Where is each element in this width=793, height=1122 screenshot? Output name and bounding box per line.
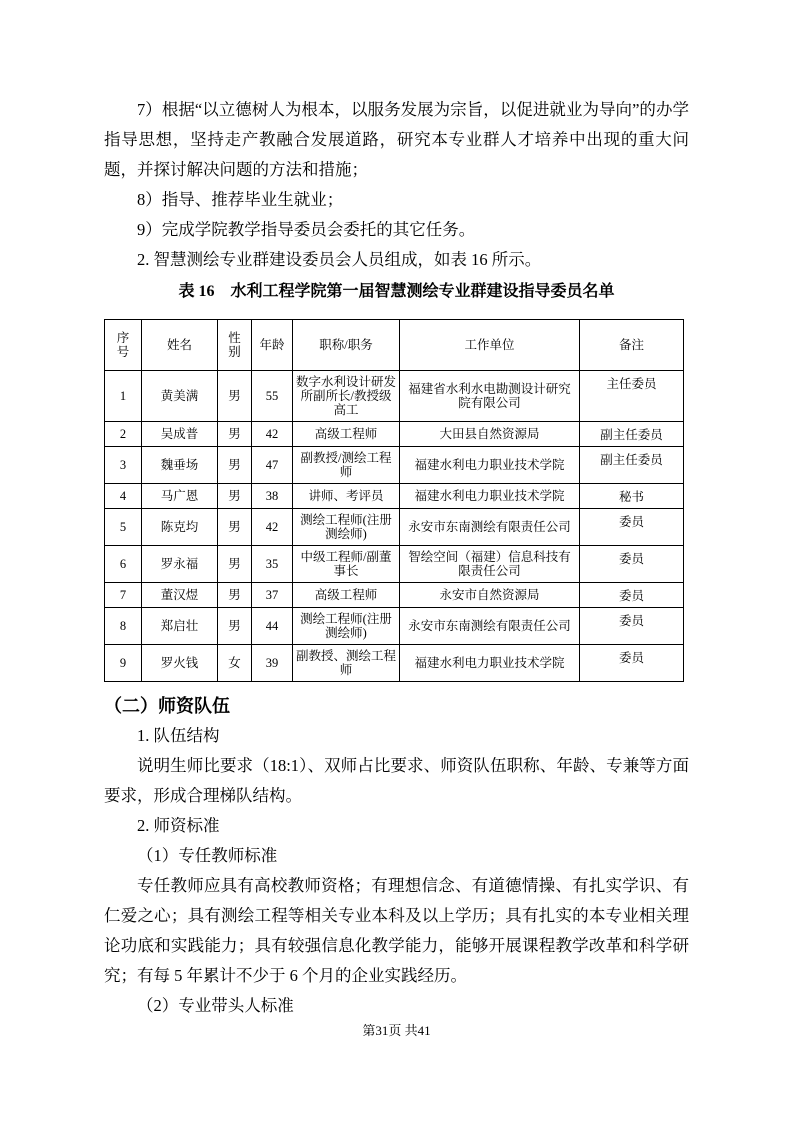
cell-remark: 委员	[580, 546, 684, 583]
cell-gender: 男	[218, 422, 252, 447]
table-row	[105, 546, 684, 583]
subsection-2-title: 2. 师资标准	[137, 816, 220, 835]
cell-number: 7	[105, 583, 142, 608]
column-header-gender: 性别	[218, 320, 252, 371]
cell-name: 董汉煜	[142, 583, 218, 608]
paragraph-item-7: 7）根据“以立德树人为根本，以服务发展为宗旨，以促进就业为导向”的办学指导思想，坚持走产教融合发展道路，研究本专业群人才培养中出现的重大问题，并探讨解决问题的方法和措施；	[104, 100, 689, 179]
column-header-remark: 备注	[580, 320, 684, 371]
table-row	[105, 484, 684, 509]
cell-name: 魏垂场	[142, 447, 218, 484]
cell-gender: 男	[218, 509, 252, 546]
cell-age: 38	[252, 484, 293, 509]
cell-employer: 福建水利电力职业技术学院	[400, 447, 580, 484]
cell-age: 37	[252, 583, 293, 608]
cell-age: 44	[252, 608, 293, 645]
cell-name: 马广恩	[142, 484, 218, 509]
cell-name: 黄美满	[142, 371, 218, 422]
cell-age: 55	[252, 371, 293, 422]
table-row	[105, 608, 684, 645]
page-number: 第31页 共41	[362, 1023, 431, 1038]
table-row	[105, 447, 684, 484]
cell-gender: 男	[218, 608, 252, 645]
cell-title: 数字水利设计研发所副所长/教授级高工	[293, 371, 400, 422]
cell-title: 中级工程师/副董事长	[293, 546, 400, 583]
cell-name: 罗火钱	[142, 645, 218, 682]
section-heading-faculty: （二）师资队伍	[104, 696, 230, 716]
table-row	[105, 371, 684, 422]
column-header-number: 序号	[105, 320, 142, 371]
column-header-employer: 工作单位	[400, 320, 580, 371]
paragraph-item-9: 9）完成学院教学指导委员会委托的其它任务。	[137, 220, 476, 239]
cell-number: 4	[105, 484, 142, 509]
subsection-2-item-2-title: （2）专业带头人标准	[137, 996, 294, 1015]
column-header-age: 年龄	[252, 320, 293, 371]
cell-remark: 主任委员	[580, 371, 684, 422]
cell-employer: 智绘空间（福建）信息科技有限责任公司	[400, 546, 580, 583]
table-16-title: 表 16 水利工程学院第一届智慧测绘专业群建设指导委员名单	[178, 283, 615, 300]
cell-gender: 男	[218, 371, 252, 422]
paragraph-item-8: 8）指导、推荐毕业生就业；	[137, 190, 344, 209]
cell-name: 吴成普	[142, 422, 218, 447]
cell-number: 9	[105, 645, 142, 682]
cell-number: 1	[105, 371, 142, 422]
subsection-2-item-1-text: 专任教师应具有高校教师资格；有理想信念、有道德情操、有扎实学识、有仁爱之心；具有测绘工程等相关专业本科及以上学历；具有扎实的本专业相关理论功底和实践能力；具有较强信息化教学能力，能够开展课程教学改革和科学研究；有每 5 年累计不少于 6 个月的企业实践经历。	[104, 876, 689, 985]
cell-gender: 男	[218, 447, 252, 484]
cell-age: 42	[252, 509, 293, 546]
paragraph-item-2: 2. 智慧测绘专业群建设委员会人员组成，如表 16 所示。	[137, 250, 542, 269]
column-header-name: 姓名	[142, 320, 218, 371]
cell-remark: 委员	[580, 583, 684, 608]
cell-age: 42	[252, 422, 293, 447]
cell-number: 6	[105, 546, 142, 583]
table-row	[105, 422, 684, 447]
cell-name: 罗永福	[142, 546, 218, 583]
cell-number: 5	[105, 509, 142, 546]
cell-employer: 福建省水利水电勘测设计研究院有限公司	[400, 371, 580, 422]
cell-remark: 秘书	[580, 484, 684, 509]
subsection-1-title: 1. 队伍结构	[137, 726, 220, 745]
cell-employer: 大田县自然资源局	[400, 422, 580, 447]
column-header-title: 职称/职务	[293, 320, 400, 371]
cell-age: 47	[252, 447, 293, 484]
cell-remark: 委员	[580, 509, 684, 546]
cell-title: 测绘工程师(注册测绘师)	[293, 608, 400, 645]
cell-remark: 委员	[580, 608, 684, 645]
cell-gender: 男	[218, 484, 252, 509]
cell-title: 高级工程师	[293, 583, 400, 608]
cell-title: 测绘工程师(注册测绘师)	[293, 509, 400, 546]
cell-number: 3	[105, 447, 142, 484]
subsection-2-item-1-title: （1）专任教师标准	[137, 846, 278, 865]
cell-number: 2	[105, 422, 142, 447]
table-row	[105, 645, 684, 682]
cell-age: 35	[252, 546, 293, 583]
cell-title: 副教授/测绘工程师	[293, 447, 400, 484]
cell-age: 39	[252, 645, 293, 682]
cell-employer: 永安市东南测绘有限责任公司	[400, 509, 580, 546]
cell-gender: 男	[218, 583, 252, 608]
cell-gender: 女	[218, 645, 252, 682]
cell-employer: 永安市自然资源局	[400, 583, 580, 608]
table-row	[105, 509, 684, 546]
cell-title: 讲师、考评员	[293, 484, 400, 509]
subsection-1-text: 说明生师比要求（18:1）、双师占比要求、师资队伍职称、年龄、专兼等方面要求，形成合理梯队结构。	[104, 756, 689, 805]
cell-number: 8	[105, 608, 142, 645]
table-row	[105, 583, 684, 608]
cell-employer: 永安市东南测绘有限责任公司	[400, 608, 580, 645]
cell-employer: 福建水利电力职业技术学院	[400, 484, 580, 509]
cell-employer: 福建水利电力职业技术学院	[400, 645, 580, 682]
cell-remark: 副主任委员	[580, 447, 684, 484]
cell-gender: 男	[218, 546, 252, 583]
cell-title: 副教授、测绘工程师	[293, 645, 400, 682]
table-header-row	[105, 320, 684, 371]
cell-remark: 副主任委员	[580, 422, 684, 447]
cell-title: 高级工程师	[293, 422, 400, 447]
cell-name: 郑启壮	[142, 608, 218, 645]
cell-remark: 委员	[580, 645, 684, 682]
cell-name: 陈克均	[142, 509, 218, 546]
committee-table	[104, 319, 684, 682]
